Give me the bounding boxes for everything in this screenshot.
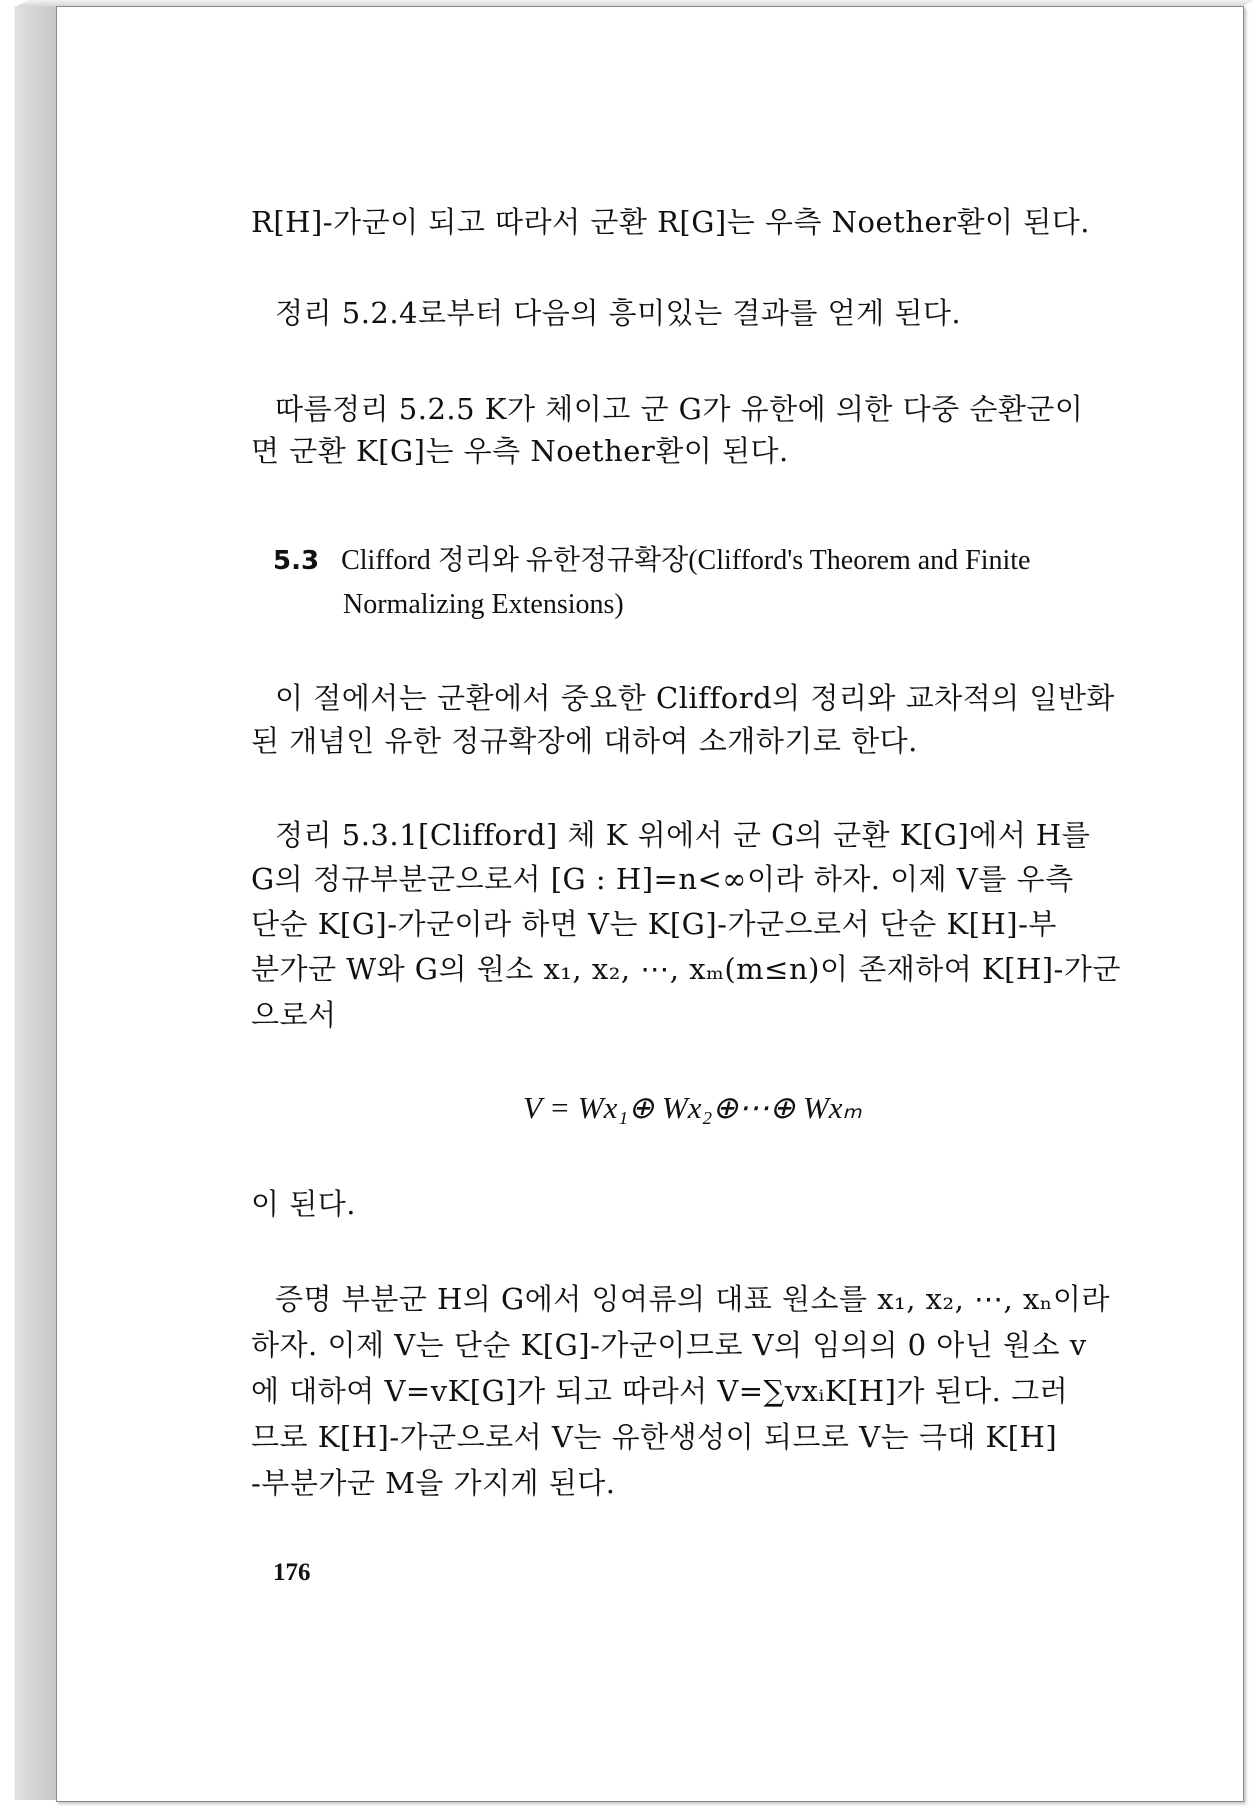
proof-line: 하자. 이제 V는 단순 K[G]-가군이므로 V의 임의의 0 아닌 원소 v (251, 1328, 1087, 1362)
text-line: 정리 5.2.4로부터 다음의 흥미있는 결과를 얻게 된다. (275, 296, 962, 330)
text-line: 이 된다. (251, 1187, 356, 1221)
text-line: 이 절에서는 군환에서 중요한 Clifford의 정리와 교차적의 일반화 (275, 681, 1115, 715)
theorem-line: 으로서 (251, 998, 337, 1032)
section-title: Clifford 정리와 유한정규확장(Clifford's Theorem and Finite (341, 545, 1031, 576)
proof-line: 증명 부분군 H의 G에서 잉여류의 대표 원소를 x₁, x₂, ⋯, xₙ이라 (275, 1282, 1110, 1316)
text-line: 된 개념인 유한 정규확장에 대하여 소개하기로 한다. (251, 724, 918, 758)
section-heading-line-1 (273, 541, 1031, 581)
corollary-line: 따름정리 5.2.5 K가 체이고 군 G가 유한에 의한 다중 순환군이 (275, 392, 1084, 426)
theorem-line: 정리 5.3.1[Clifford] 체 K 위에서 군 G의 군환 K[G]에서 H를 (275, 818, 1091, 852)
theorem-line: 분가군 W와 G의 원소 x₁, x₂, ⋯, xₘ(m≤n)이 존재하여 K[H]-가군 (251, 952, 1121, 986)
section-number: 5.3 (273, 546, 320, 576)
text-line: R[H]-가군이 되고 따라서 군환 R[G]는 우측 Noether환이 된다. (251, 205, 1091, 239)
proof-line: -부분가군 M을 가지게 된다. (251, 1466, 616, 1500)
section-heading-line-2: Normalizing Extensions) (343, 589, 624, 620)
page-number: 176 (273, 1559, 311, 1586)
proof-line: 에 대하여 V=vK[G]가 되고 따라서 V=∑vxᵢK[H]가 된다. 그러 (251, 1374, 1069, 1408)
theorem-line: G의 정규부분군으로서 [G : H]=n<∞이라 하자. 이제 V를 우측 (251, 862, 1074, 896)
theorem-line: 단순 K[G]-가군이라 하면 V는 K[G]-가군으로서 단순 K[H]-부 (251, 907, 1057, 941)
corollary-line: 면 군환 K[G]는 우측 Noether환이 된다. (251, 434, 789, 468)
proof-line: 므로 K[H]-가군으로서 V는 유한생성이 되므로 V는 극대 K[H] (251, 1420, 1058, 1454)
display-formula: V = Wx₁⊕ Wx₂⊕⋯⊕ Wxₘ (523, 1090, 862, 1125)
book-spine (14, 6, 58, 1800)
book-page (56, 6, 1244, 1802)
